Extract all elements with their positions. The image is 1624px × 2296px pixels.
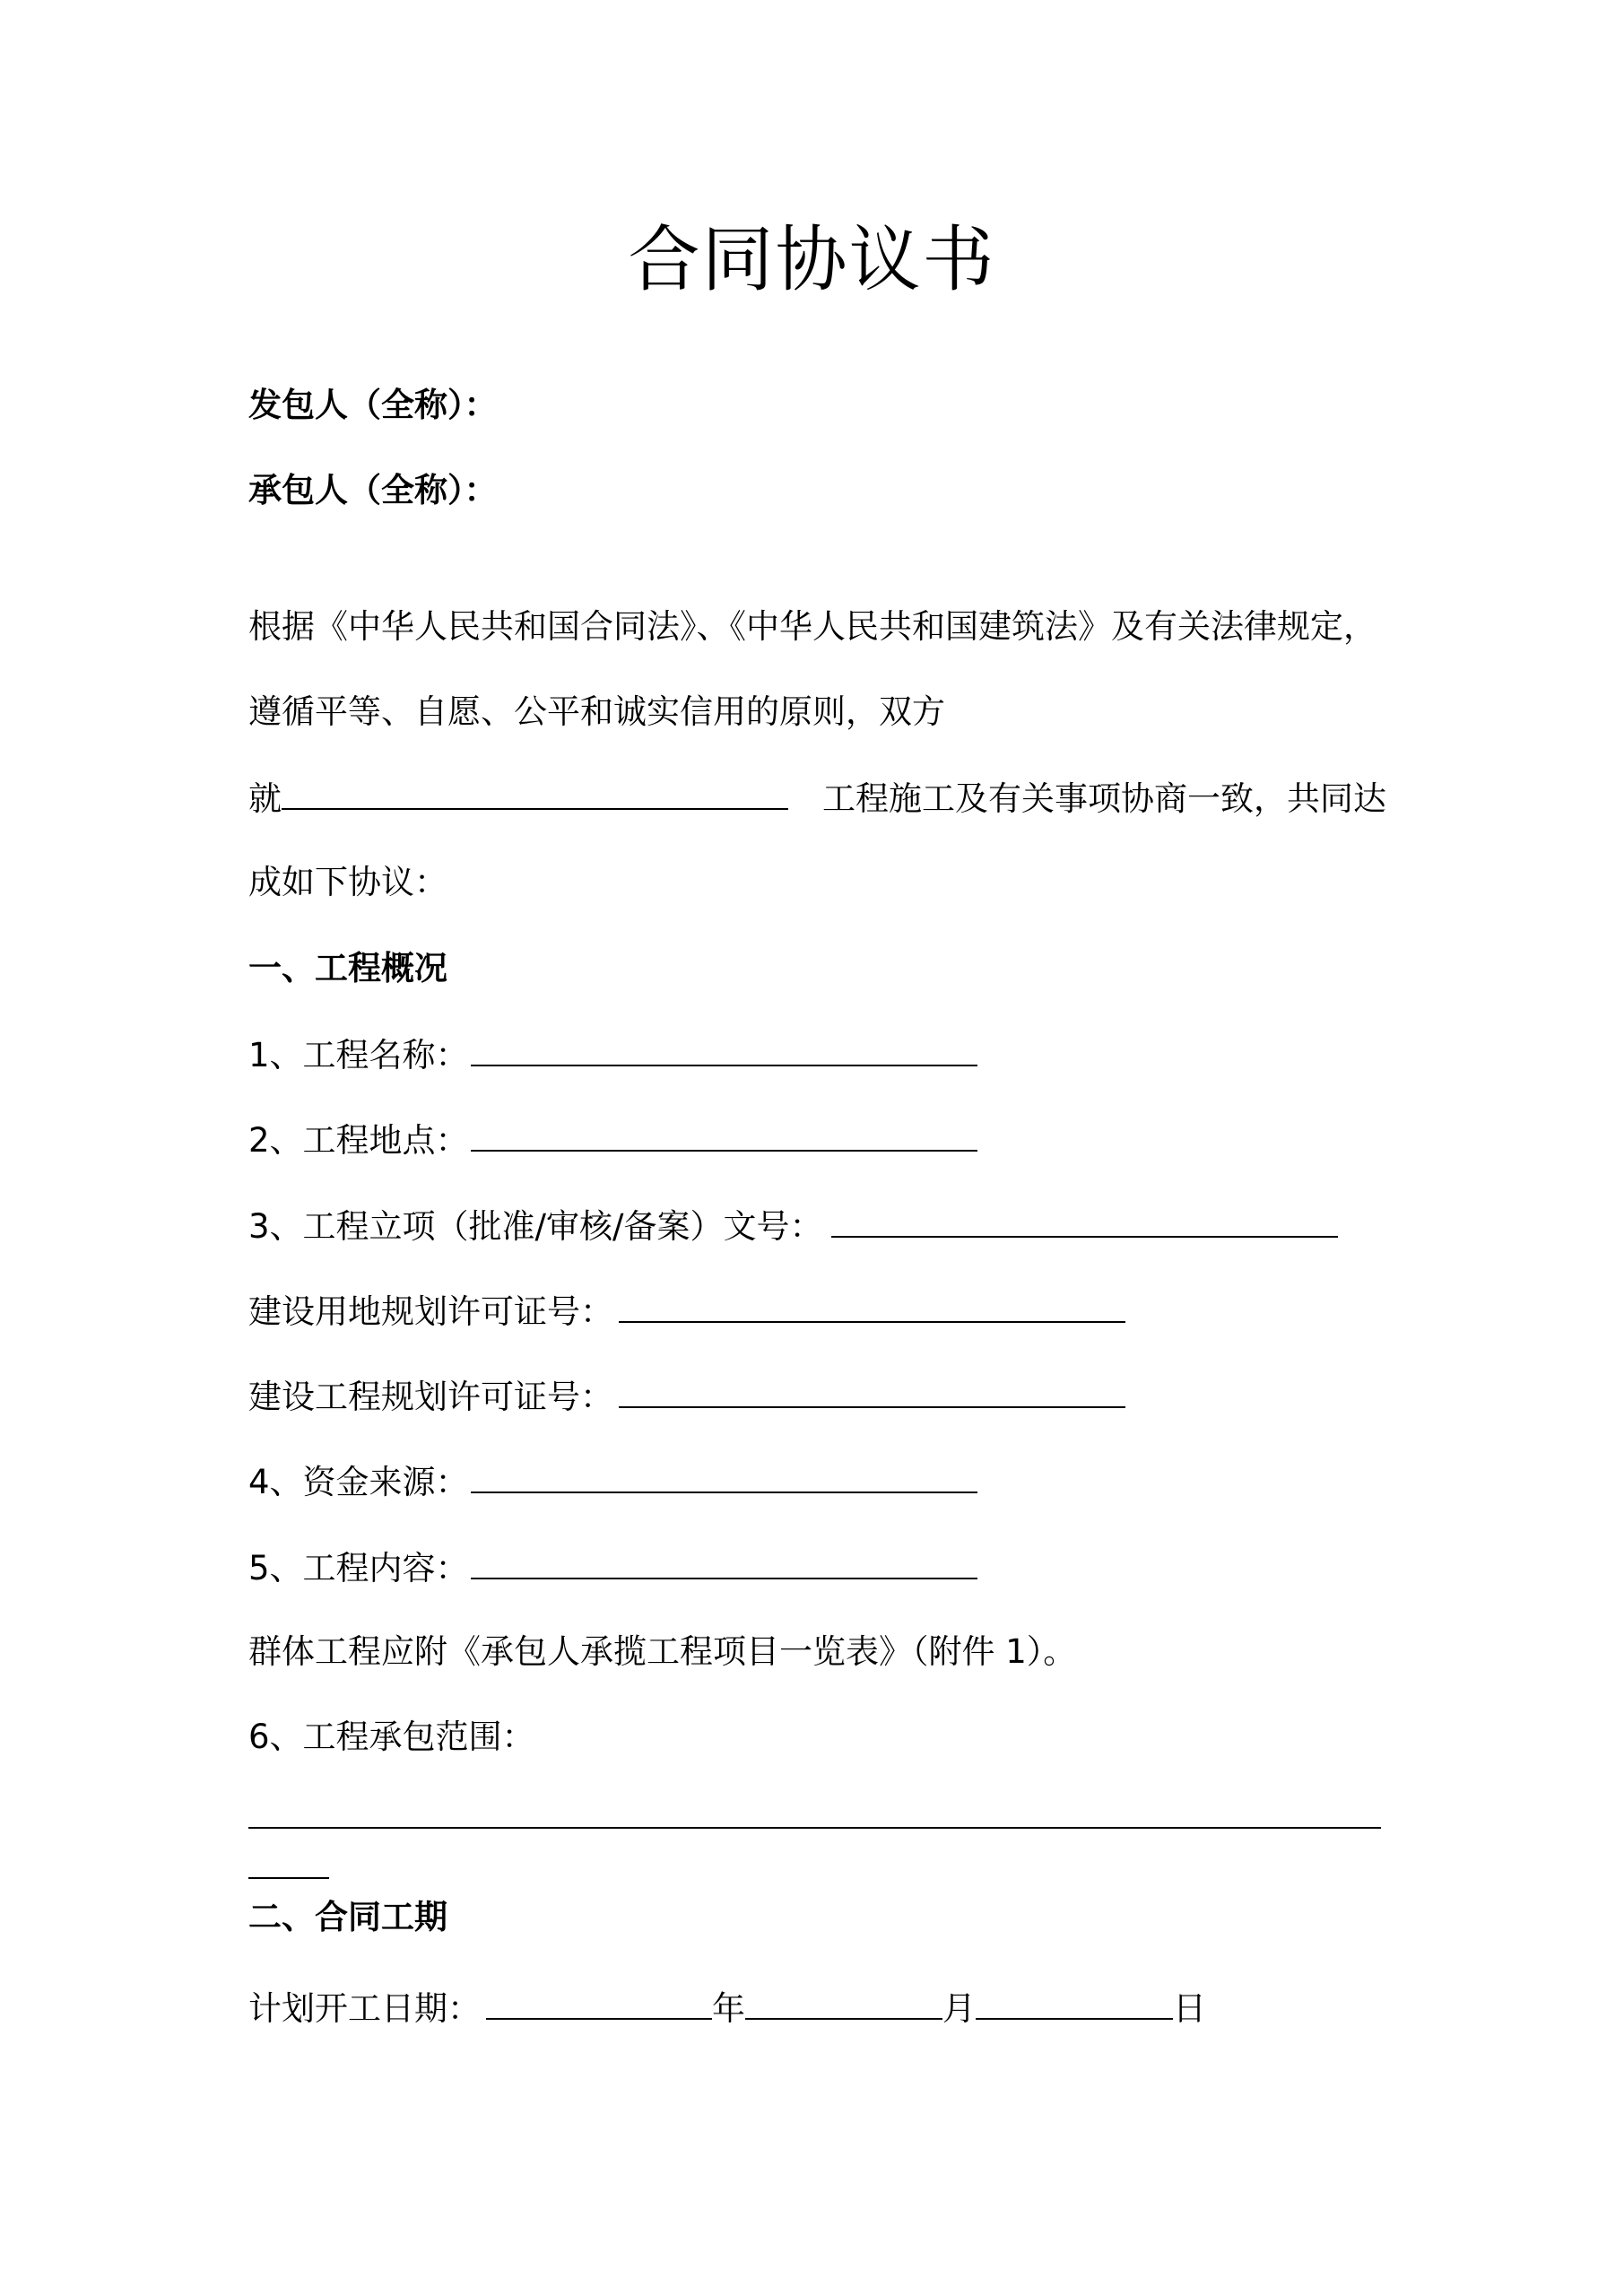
- project-content-label: 5、工程内容：: [248, 1549, 469, 1587]
- land-permit-row: [248, 1285, 1125, 1335]
- preamble-line-1: 根据《中华人民共和国合同法》、《中华人民共和国建筑法》及有关法律规定，: [248, 607, 1376, 646]
- project-permit-field[interactable]: [619, 1370, 1125, 1408]
- project-content-row: [248, 1542, 977, 1592]
- start-year-field[interactable]: [486, 1982, 712, 2020]
- preamble-line-3-suffix: 工程施工及有关事项协商一致，共同达: [822, 779, 1386, 818]
- start-day-field[interactable]: [976, 1982, 1173, 2020]
- contractor-label: 承包人（全称）：: [248, 471, 498, 509]
- year-label: 年: [712, 1989, 745, 2028]
- day-label: 日: [1173, 1989, 1206, 2028]
- project-location-row: [248, 1114, 977, 1164]
- month-label: 月: [942, 1989, 976, 2028]
- project-name-row: [248, 1029, 977, 1079]
- funding-source-label: 4、资金来源：: [248, 1463, 469, 1501]
- group-project-note: 群体工程应附《承包人承揽工程项目一览表》（附件 1）。: [248, 1632, 1077, 1671]
- project-name-field[interactable]: [471, 1029, 977, 1066]
- planned-start-label: 计划开工日期：: [248, 1989, 481, 2028]
- planned-start-row: [248, 1982, 1206, 2032]
- section-2-heading: 二、合同工期: [248, 1898, 447, 1936]
- scope-label: 6、工程承包范围：: [248, 1718, 535, 1756]
- approval-number-row: [248, 1200, 1338, 1250]
- start-month-field[interactable]: [745, 1982, 942, 2020]
- project-location-label: 2、工程地点：: [248, 1121, 469, 1160]
- section-1-heading: 一、工程概况: [248, 949, 447, 987]
- project-content-field[interactable]: [471, 1542, 977, 1579]
- scope-field-line-2[interactable]: [248, 1877, 329, 1879]
- document-title: 合同协议书: [628, 218, 996, 301]
- approval-number-label: 3、工程立项（批准/审核/备案）文号：: [248, 1207, 823, 1246]
- preamble-line-3: [248, 772, 1386, 822]
- preamble-line-2: 遵循平等、自愿、公平和诚实信用的原则，双方: [248, 692, 945, 731]
- employer-label: 发包人（全称）：: [248, 386, 498, 424]
- funding-source-field[interactable]: [471, 1456, 977, 1493]
- project-permit-label: 建设工程规划许可证号：: [248, 1378, 613, 1416]
- land-permit-field[interactable]: [619, 1285, 1125, 1323]
- land-permit-label: 建设用地规划许可证号：: [248, 1292, 613, 1331]
- project-location-field[interactable]: [471, 1114, 977, 1152]
- project-name-blank[interactable]: [282, 772, 788, 810]
- preamble-line-4: 成如下协议：: [248, 863, 447, 901]
- approval-number-field[interactable]: [831, 1200, 1338, 1238]
- funding-source-row: [248, 1456, 977, 1506]
- project-permit-row: [248, 1370, 1125, 1421]
- scope-field-line-1[interactable]: [248, 1827, 1381, 1829]
- preamble-line-3-prefix: 就: [248, 779, 282, 818]
- project-name-label: 1、工程名称：: [248, 1036, 469, 1074]
